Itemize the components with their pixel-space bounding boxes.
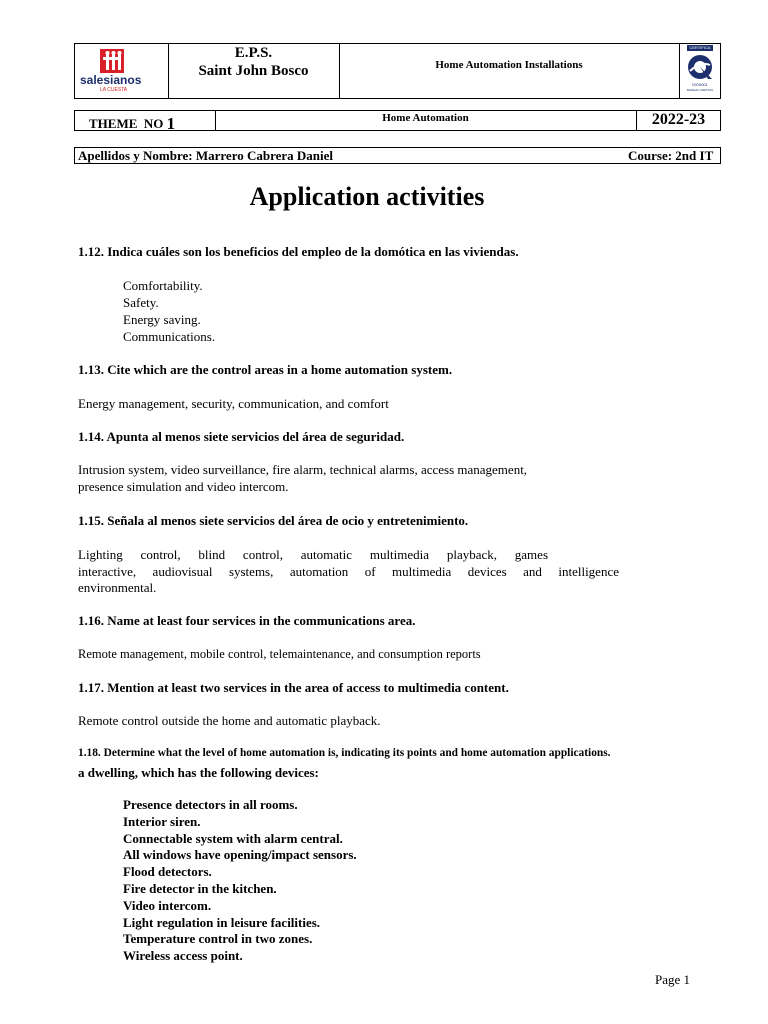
cert-label-bottom: BUREAU VERITAS [687, 88, 713, 92]
answer-1-14-line-2: presence simulation and video intercom. [78, 479, 289, 494]
list-item: All windows have opening/impact sensors. [123, 847, 357, 863]
page-title: Application activities [249, 182, 485, 211]
header-divider-2 [339, 43, 340, 99]
cert-label-mid: ISO9001 [692, 82, 708, 87]
cert-label-top: CERTIFICA [687, 45, 713, 51]
answer-1-15-line-2: interactive, audiovisual systems, automation of multimedia devices and intelligence [78, 564, 619, 579]
list-item: Wireless access point. [123, 948, 243, 964]
logo-subtext: LA CUESTA [100, 87, 128, 93]
question-1-18-line-2: a dwelling, which has the following devices: [78, 765, 319, 780]
school-line-1: E.P.S. [234, 45, 273, 61]
list-item: Temperature control in two zones. [123, 931, 313, 947]
list-item: Comfortability. [123, 278, 203, 293]
question-1-13: 1.13. Cite which are the control areas in a home automation system. [78, 362, 453, 377]
list-item: Video intercom. [123, 897, 212, 913]
salesianos-logo [78, 47, 166, 95]
list-item: Communications. [123, 329, 216, 344]
logo-wordmark: salesianos [80, 73, 142, 87]
theme-number: 1 [166, 114, 176, 133]
salesianos-logo-icon [78, 47, 166, 75]
list-item: Light regulation in leisure facilities. [123, 914, 321, 930]
list-item: Energy saving. [123, 312, 201, 327]
header-divider-3 [679, 43, 680, 99]
answer-1-15-line-1: Lighting control, blind control, automatic multimedia playback, games [78, 547, 548, 562]
list-item: Safety. [123, 295, 159, 310]
answer-1-13: Energy management, security, communication, and comfort [78, 396, 389, 411]
theme-label [89, 113, 175, 133]
quality-cert-icon [686, 53, 714, 81]
list-item: Presence detectors in all rooms. [123, 797, 298, 812]
list-item: Interior siren. [123, 813, 201, 829]
certification-logo [682, 45, 718, 97]
theme-subject: Home Automation [382, 112, 469, 124]
page-number: Page 1 [655, 972, 691, 987]
benefits-list [123, 277, 215, 345]
question-1-16: 1.16. Name at least four services in the communications area. [78, 613, 416, 628]
question-1-14: 1.14. Apunta al menos siete servicios del área de seguridad. [78, 429, 405, 444]
student-course: Course: 2nd IT [628, 148, 714, 163]
answer-1-17: Remote control outside the home and automatic playback. [78, 713, 381, 728]
answer-1-16: Remote management, mobile control, telemaintenance, and consumption reports [78, 647, 481, 661]
list-item: Flood detectors. [123, 864, 212, 880]
question-1-17: 1.17. Mention at least two services in the area of access to multimedia content. [78, 680, 509, 695]
student-name: Apellidos y Nombre: Marrero Cabrera Daniel [78, 148, 334, 163]
school-line-2: Saint John Bosco [198, 63, 309, 79]
question-1-12: 1.12. Indica cuáles son los beneficios del empleo de la domótica en las viviendas. [78, 244, 519, 259]
school-name [168, 44, 339, 80]
list-item: Connectable system with alarm central. [123, 830, 343, 846]
devices-list [123, 797, 357, 965]
question-1-18-line-1: 1.18. Determine what the level of home automation is, indicating its points and home automation applications. [78, 747, 611, 759]
answer-1-15-line-3: environmental. [78, 580, 157, 595]
theme-year: 2022-23 [651, 111, 706, 128]
theme-label-text: THEME NO [89, 116, 167, 131]
question-1-15: 1.15. Señala al menos siete servicios del área de ocio y entretenimiento. [78, 513, 469, 528]
module-title: Home Automation Installations [435, 59, 583, 71]
list-item: Fire detector in the kitchen. [123, 880, 277, 896]
answer-1-14-line-1: Intrusion system, video surveillance, fire alarm, technical alarms, access management, [78, 462, 528, 477]
